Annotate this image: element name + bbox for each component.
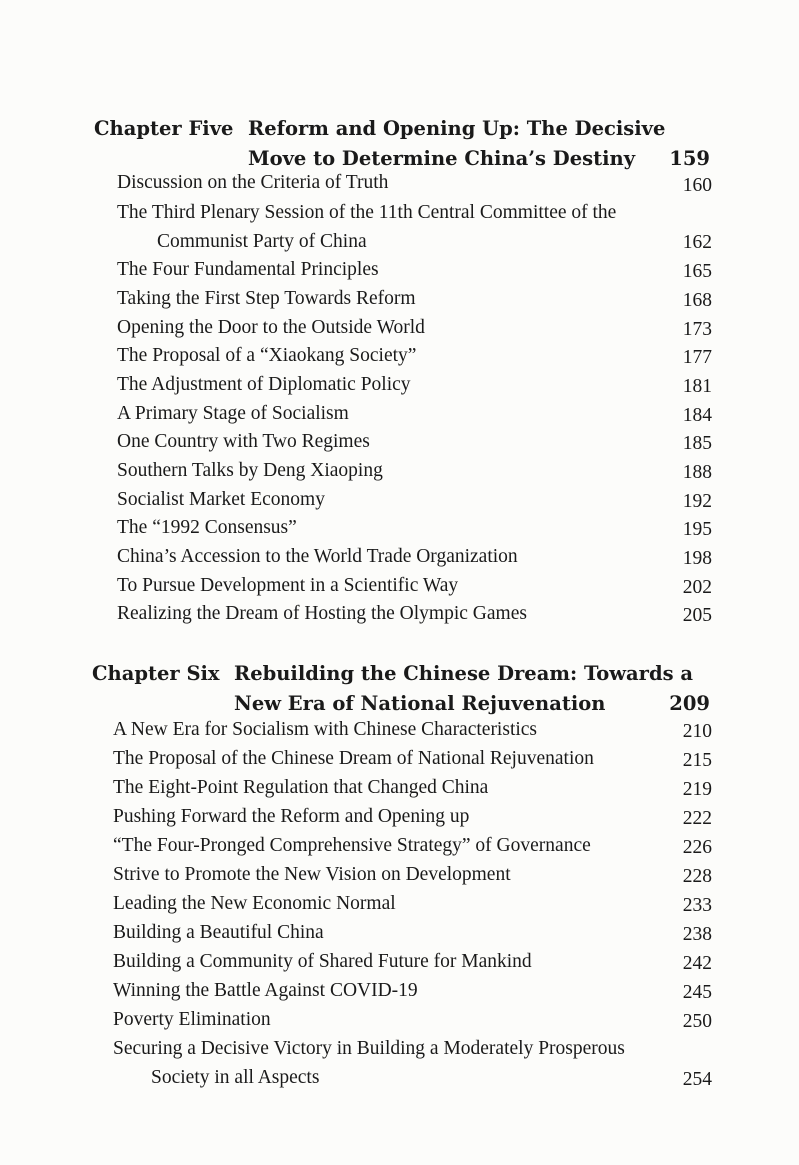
entry-page: 219 — [682, 779, 712, 800]
entry-title: Southern Talks by Deng Xiaoping — [117, 460, 383, 481]
entry-page: 177 — [682, 347, 712, 368]
entry-page: 160 — [682, 175, 712, 196]
chapter-title-line-2: Move to Determine China’s Destiny — [248, 147, 636, 170]
entry-title: To Pursue Development in a Scientific Way — [117, 575, 459, 596]
entry-title: The Third Plenary Session of the 11th Central Committee of the — [117, 202, 617, 223]
entry-title: The Proposal of a “Xiaokang Society” — [117, 345, 417, 366]
chapter-label: Chapter Five — [94, 117, 234, 140]
entry-page: 184 — [682, 405, 712, 426]
entry-title: Winning the Battle Against COVID-19 — [113, 980, 418, 1001]
chapter-page-number: 159 — [669, 147, 710, 170]
entry-title: A New Era for Socialism with Chinese Characteristics — [113, 719, 538, 740]
entry-page: 192 — [682, 491, 712, 512]
entry-title: A Primary Stage of Socialism — [117, 403, 349, 424]
entry-title-continued: Society in all Aspects — [151, 1067, 320, 1088]
entry-title: “The Four-Pronged Comprehensive Strategy” of Governance — [113, 835, 591, 856]
entry-title: The Eight-Point Regulation that Changed China — [113, 777, 489, 798]
entry-page: 245 — [682, 982, 712, 1003]
entry-page: 188 — [682, 462, 712, 483]
entry-page: 238 — [682, 924, 712, 945]
entry-page: 162 — [682, 232, 712, 253]
entry-title: One Country with Two Regimes — [117, 431, 370, 452]
entry-page: 215 — [682, 750, 712, 771]
entry-title: Opening the Door to the Outside World — [117, 317, 425, 338]
entry-page: 165 — [682, 261, 712, 282]
entry-title: Discussion on the Criteria of Truth — [117, 172, 389, 193]
entry-title-continued: Communist Party of China — [157, 231, 367, 252]
entry-page: 233 — [682, 895, 712, 916]
chapter-title-line-2: New Era of National Rejuvenation — [234, 692, 606, 715]
entry-title: Leading the New Economic Normal — [113, 893, 396, 914]
entry-page: 210 — [682, 721, 712, 742]
chapter-label: Chapter Six — [92, 662, 220, 685]
entry-page: 202 — [682, 577, 712, 598]
entry-page: 205 — [682, 605, 712, 626]
entry-title: The Proposal of the Chinese Dream of National Rejuvenation — [113, 748, 594, 769]
entry-page: 254 — [682, 1069, 712, 1090]
entry-title: Pushing Forward the Reform and Opening up — [113, 806, 470, 827]
entry-page: 168 — [682, 290, 712, 311]
entry-page: 242 — [682, 953, 712, 974]
entry-title: China’s Accession to the World Trade Organization — [117, 546, 518, 567]
chapter-title-line-1: Reform and Opening Up: The Decisive — [248, 117, 666, 140]
chapter-title-line-1: Rebuilding the Chinese Dream: Towards a — [234, 662, 693, 685]
entry-title: Building a Community of Shared Future for Mankind — [113, 951, 532, 972]
entry-title: The “1992 Consensus” — [117, 517, 297, 538]
entry-title: Poverty Elimination — [113, 1009, 271, 1030]
entry-title: Realizing the Dream of Hosting the Olympic Games — [117, 603, 527, 624]
entry-title: Building a Beautiful China — [113, 922, 324, 943]
entry-page: 226 — [682, 837, 712, 858]
entry-page: 198 — [682, 548, 712, 569]
entry-title: Socialist Market Economy — [117, 489, 325, 510]
entry-title: Securing a Decisive Victory in Building a Moderately Prosperous — [113, 1038, 625, 1059]
chapter-page-number: 209 — [669, 692, 710, 715]
entry-title: Taking the First Step Towards Reform — [117, 288, 416, 309]
entry-title: The Adjustment of Diplomatic Policy — [117, 374, 411, 395]
entry-title: Strive to Promote the New Vision on Development — [113, 864, 511, 885]
entry-page: 195 — [682, 519, 712, 540]
entry-page: 228 — [682, 866, 712, 887]
entry-page: 185 — [682, 433, 712, 454]
entry-page: 222 — [682, 808, 712, 829]
entry-page: 181 — [682, 376, 712, 397]
entry-page: 173 — [682, 319, 712, 340]
entry-page: 250 — [682, 1011, 712, 1032]
entry-title: The Four Fundamental Principles — [117, 259, 379, 280]
